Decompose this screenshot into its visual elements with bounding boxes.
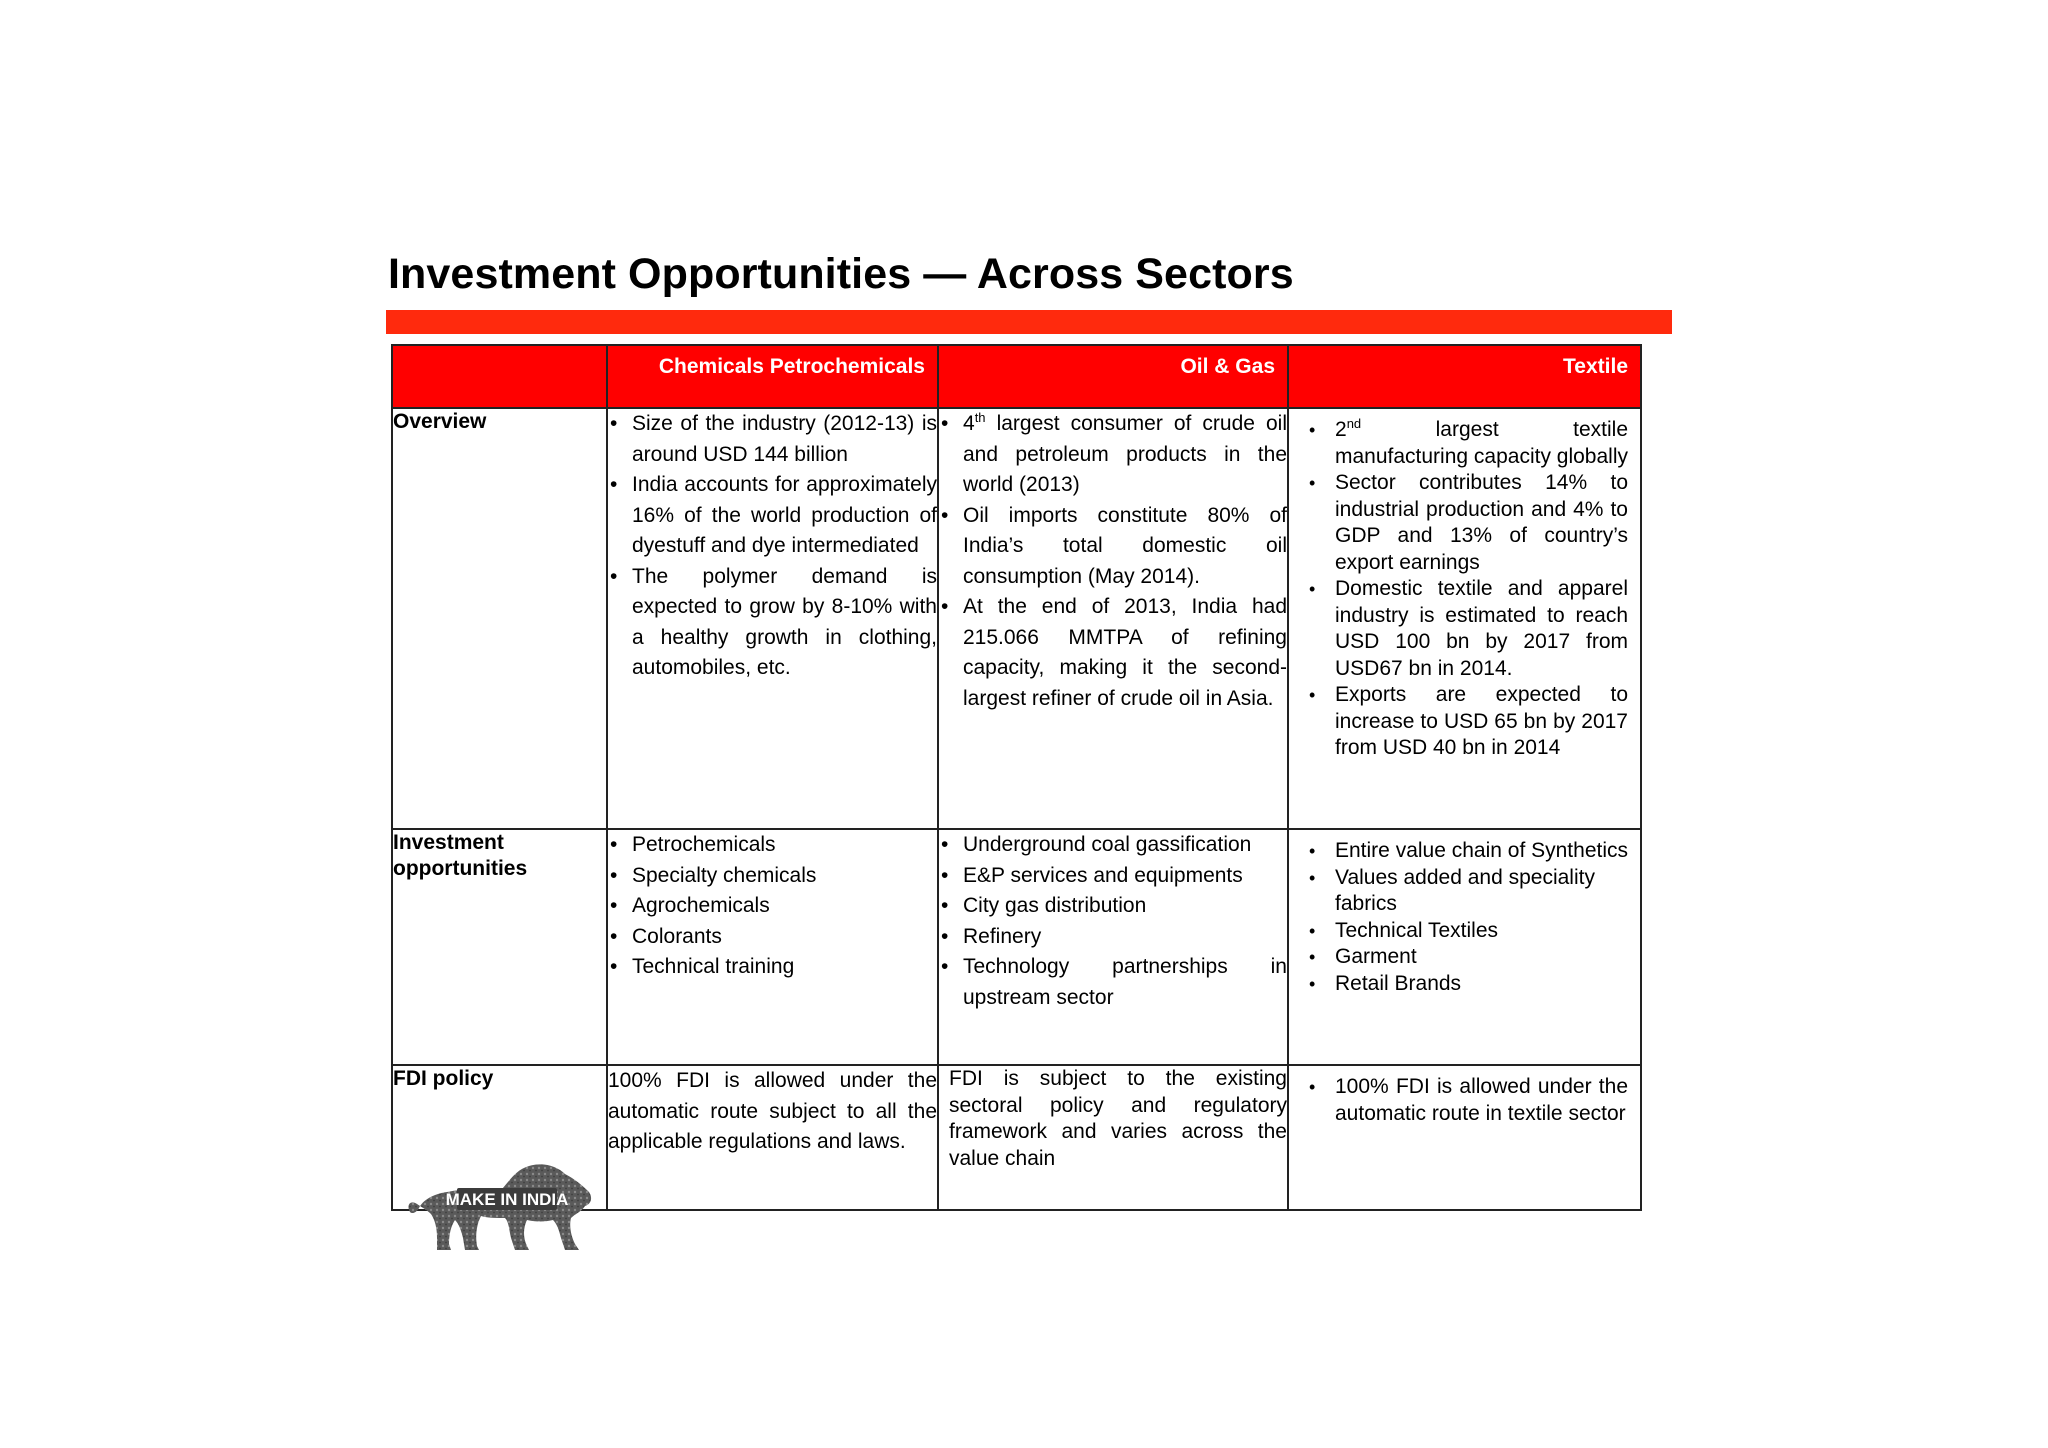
header-empty [392, 345, 607, 408]
list-item: • E&P services and equipments [939, 861, 1287, 892]
sector-table [391, 344, 1642, 1211]
header-oil-gas: Oil & Gas [938, 345, 1288, 408]
list-item: • Agrochemicals [608, 891, 937, 922]
list-item: • Petrochemicals [608, 830, 937, 861]
fdi-oil-gas-cell [938, 1065, 1288, 1210]
list-item: • The polymer demand is expected to grow by 8-10% with a healthy growth in clothing, automobiles, etc. [608, 562, 937, 684]
list-item: • Garment [1299, 944, 1628, 971]
overview-textile-list [1299, 417, 1628, 762]
overview-chemicals-cell [607, 408, 938, 829]
list-item: • Oil imports constitute 80% of India’s total domestic oil consumption (May 2014). [939, 501, 1287, 593]
list-item: • Retail Brands [1299, 971, 1628, 998]
fdi-textile-list [1299, 1074, 1628, 1127]
fdi-chemicals-cell [607, 1065, 938, 1210]
list-item: • Colorants [608, 922, 937, 953]
list-item: • Technology partnerships in upstream sector [939, 952, 1287, 1013]
overview-row [392, 408, 1641, 829]
row-label-investment: Investment opportunities [392, 829, 607, 1065]
list-item: • Specialty chemicals [608, 861, 937, 892]
fdi-textile-cell [1288, 1065, 1641, 1210]
title-underline-bar [386, 310, 1672, 334]
investment-row [392, 829, 1641, 1065]
list-item: • 100% FDI is allowed under the automatic route in textile sector [1299, 1074, 1628, 1127]
fdi-chemicals-text: 100% FDI is allowed under the automatic route subject to all the applicable regulations and laws. [608, 1069, 937, 1153]
overview-oil-gas-cell [938, 408, 1288, 829]
investment-oil-gas-cell [938, 829, 1288, 1065]
row-label-overview: Overview [392, 408, 607, 829]
investment-oil-gas-list [939, 830, 1287, 1013]
header-textile: Textile [1288, 345, 1641, 408]
list-item: • India accounts for approximately 16% of the world production of dyestuff and dye intermediated [608, 470, 937, 562]
list-item: • Technical Textiles [1299, 918, 1628, 945]
row-label-fdi: FDI policy [392, 1065, 607, 1210]
header-chemicals: Chemicals Petrochemicals [607, 345, 938, 408]
fdi-oil-gas-text: FDI is subject to the existing sectoral policy and regulatory framework and varies across the value chain [949, 1067, 1287, 1170]
overview-chemicals-list [608, 409, 937, 684]
list-item: • Exports are expected to increase to USD 65 bn by 2017 from USD 40 bn in 2014 [1299, 682, 1628, 762]
list-item: • 4th largest consumer of crude oil and petroleum products in the world (2013) [939, 409, 1287, 501]
list-item: • Technical training [608, 952, 937, 983]
logo-text: MAKE IN INDIA [445, 1190, 569, 1209]
list-item: • Underground coal gassification [939, 830, 1287, 861]
list-item: • At the end of 2013, India had 215.066 MMTPA of refining capacity, making it the second-largest refiner of crude oil in Asia. [939, 592, 1287, 714]
list-item: • Entire value chain of Synthetics [1299, 838, 1628, 865]
make-in-india-lion-logo [405, 1160, 597, 1252]
header-row [392, 345, 1641, 408]
list-item: • Sector contributes 14% to industrial production and 4% to GDP and 13% of country’s export earnings [1299, 470, 1628, 576]
overview-textile-cell [1288, 408, 1641, 829]
page-title: Investment Opportunities — Across Sectors [388, 250, 1294, 298]
list-item: • Refinery [939, 922, 1287, 953]
list-item: • Domestic textile and apparel industry is estimated to reach USD 100 bn by 2017 from USD67 bn in 2014. [1299, 576, 1628, 682]
investment-textile-list [1299, 838, 1628, 997]
investment-chemicals-list [608, 830, 937, 983]
overview-oil-gas-list [939, 409, 1287, 714]
investment-chemicals-cell [607, 829, 938, 1065]
investment-textile-cell [1288, 829, 1641, 1065]
list-item: • City gas distribution [939, 891, 1287, 922]
list-item: • 2nd largest textile manufacturing capacity globally [1299, 417, 1628, 470]
list-item: • Size of the industry (2012-13) is around USD 144 billion [608, 409, 937, 470]
list-item: • Values added and speciality fabrics [1299, 865, 1628, 918]
